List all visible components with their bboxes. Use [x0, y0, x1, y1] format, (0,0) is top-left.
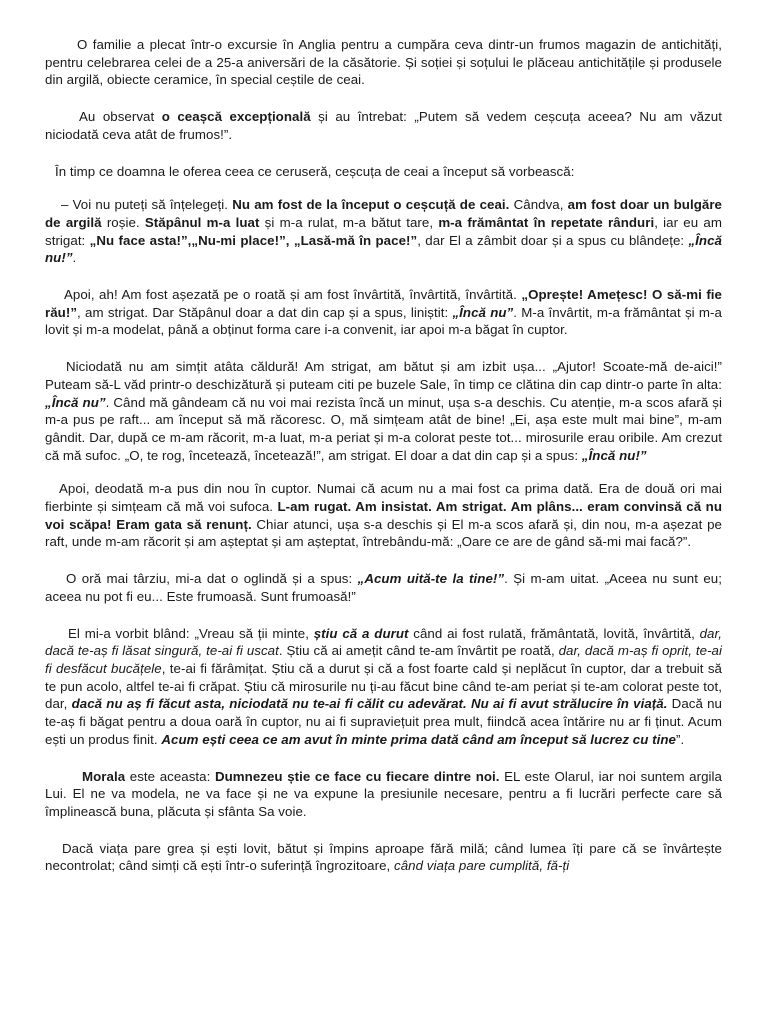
body-text: , am strigat. Dar Stăpânul doar a dat din cap și a spus, liniștit:: [77, 304, 453, 320]
body-text: Niciodată nu am simțit atâta căldură! Am strigat, am bătut și am izbit ușa... „Ajutor! Scoate-mă de-aici!” Puteam să-L văd printr-o deschizătură și puteam citi pe buzele Sale, în timp ce clătina din cap dintr-o parte în alta:: [45, 359, 722, 392]
bold-italic-text: „Încă nu!”: [45, 232, 722, 266]
body-text: Chiar atunci, ușa s-a deschis și El m-a scos afară și, din nou, m-a așezat pe raft, unde m-am răcorit și am așteptat și am așteptat, întrebându-mă: „Oare ce are de gând să-mi mai facă?”.: [45, 516, 722, 550]
bold-italic-text: „Încă nu”: [452, 304, 514, 320]
body-text: roșie.: [101, 214, 145, 230]
paragraph-1: [45, 36, 722, 89]
paragraph-9: [45, 625, 722, 749]
bold-text: „Nu face asta!”,„Nu-mi place!”, „Lasă-mă în pace!”: [89, 232, 418, 248]
italic-text: dar, dacă te-aș fi lăsat singură, te-ai fi uscat: [45, 625, 722, 659]
bold-text: Nu am fost de la început o ceșcuță de ceai.: [232, 197, 510, 213]
paragraph-4: [45, 196, 722, 267]
bold-text: L-am rugat. Am insistat. Am strigat. Am plâns... eram convinsă că nu voi scăpa! Eram gata să renunț.: [45, 499, 722, 532]
body-text: EL este Olarul, iar noi suntem argila Lui. El ne va modela, ne va face și ne va expune la presiunile necesare, pentru a fi lucrări perfecte care să împlinească buna, plăcuta și sfânta Sa voie.: [45, 768, 722, 819]
body-text: și m-a rulat, m-a bătut tare,: [259, 214, 439, 230]
body-text: . Când mă gândeam că nu voi mai rezista încă un minut, ușa s-a deschis. Cu atenție, m-a scos afară și m-a pus pe raft... am început să mă răcoresc. O, mă simțeam atât de bine! „Ei, așa este mult mai bine”, m-am gândit. Dar, după ce m-am răcorit, m-a luat, m-a periat și m-a colorat peste tot... mirosurile erau oribile. Am crezut că mă sufoc. „O, te rog, încetează, încetează!”, am strigat. El doar a dat din cap și a spus:: [45, 394, 723, 463]
body-text: – Voi nu puteți să înțelegeți.: [61, 197, 233, 213]
paragraph-3: [45, 163, 722, 181]
bold-italic-text: Acum ești ceea ce am avut în minte prima dată când am început să lucrez cu tine: [161, 731, 676, 747]
body-text: O oră mai târziu, mi-a dat o oglindă și a spus:: [66, 571, 358, 587]
paragraph-11: [45, 840, 722, 875]
body-text: .: [72, 250, 77, 266]
body-text: , dar El a zâmbit doar și a spus cu blândețe:: [417, 232, 689, 248]
bold-text: Stăpânul m-a luat: [144, 214, 260, 230]
italic-text: dar, dacă m-aș fi oprit, te-ai fi desfăcut bucățele: [45, 643, 723, 676]
body-text: . Știu că ai amețit când te-am învârtit pe roată,: [278, 643, 559, 659]
paragraph-10: [45, 768, 722, 821]
body-text: Apoi, ah! Am fost așezată pe o roată și am fost învârtită, învârtită, învârtită.: [64, 287, 522, 303]
body-text: , te-ai fi fărâmițat. Știu că a durut și că a fost foarte cald și neplăcut în cuptor, dar a trebuit să te pun acolo, altfel te-ai fi crăpat. Știu că mirosurile nu ți-au făcut bine când te-am periat și te-am colorat peste tot, dar,: [45, 660, 722, 712]
body-text: când ai fost rulată, frământată, lovită, învârtită,: [408, 625, 700, 641]
body-text: El mi-a vorbit blând: „Vreau să ții minte,: [68, 625, 314, 641]
paragraph-7: [45, 480, 722, 551]
bold-italic-text: știu că a durut: [313, 625, 409, 641]
bold-italic-text: dacă nu aș fi făcut asta, niciodată nu te-ai fi călit cu adevărat. Nu ai fi avut strălucire în viață.: [71, 696, 668, 712]
body-text: Au observat: [79, 109, 162, 125]
body-text: În timp ce doamna le oferea ceea ce ceruseră, ceșcuța de ceai a început să vorbească:: [55, 163, 575, 179]
body-text: . Și m-am uitat. „Aceea nu sunt eu; aceea nu pot fi eu... Este frumoasă. Sunt frumoasă!”: [45, 571, 722, 604]
bold-italic-text: „Încă nu”: [45, 394, 106, 410]
body-text: . M-a învârtit, m-a frământat și m-a lovit și m-a modelat, până a obținut forma care i-a convenit, iar apoi m-a băgat în cuptor.: [45, 304, 722, 338]
body-text: este aceasta:: [125, 768, 215, 784]
bold-text: o ceașcă excepțională: [161, 109, 311, 125]
bold-text: am fost doar un bulgăre de argilă: [45, 197, 722, 230]
bold-text: m-a frământat în repetate rânduri: [438, 214, 655, 230]
body-text: ”.: [676, 731, 685, 747]
bold-text: Morala: [82, 768, 126, 784]
body-text: Dacă nu te-aș fi băgat pentru a doua oară în cuptor, nu ai fi supraviețuit prea mult, fiindcă acea întărire nu ar fi ținut. Acum ești un produs finit.: [45, 696, 723, 747]
body-text: , iar eu am strigat:: [45, 214, 722, 248]
paragraph-5: [45, 286, 722, 339]
body-text: și au întrebat: „Putem să vedem ceșcuța aceea? Nu am văzut niciodată ceva atât de frumos!”.: [45, 109, 722, 142]
italic-text: când viața pare cumplită, fă-ți: [394, 858, 570, 874]
body-text: Cândva,: [509, 197, 568, 213]
paragraph-6: [45, 358, 722, 464]
body-text: Dacă viața pare grea și ești lovit, bătut și împins aproape fără milă; când lumea îți pare că se învârtește necontrolat; când simți că ești într-o suferință îngrozitoare,: [45, 840, 722, 874]
paragraph-8: [45, 570, 722, 605]
paragraph-2: [45, 108, 722, 143]
body-text: O familie a plecat într-o excursie în Anglia pentru a cumpăra ceva dintr-un frumos magazin de antichități, pentru celebrarea celei de a 25-a aniversări de la căsătorie. Și soției și soțului le plăceau antichitățile și produsele din argilă, obiecte ceramice, în special ceștile de ceai.: [45, 37, 722, 88]
bold-italic-text: „Încă nu!”: [581, 447, 647, 463]
body-text: Apoi, deodată m-a pus din nou în cuptor. Numai că acum nu a mai fost ca prima dată. Era de două ori mai fierbinte și simțeam că mă voi sufoca.: [45, 481, 722, 515]
bold-italic-text: „Acum uită-te la tine!”: [357, 571, 505, 587]
bold-text: Dumnezeu știe ce face cu fiecare dintre noi.: [214, 768, 500, 784]
bold-text: „Oprește! Amețesc! O să-mi fie rău!”: [45, 287, 722, 320]
